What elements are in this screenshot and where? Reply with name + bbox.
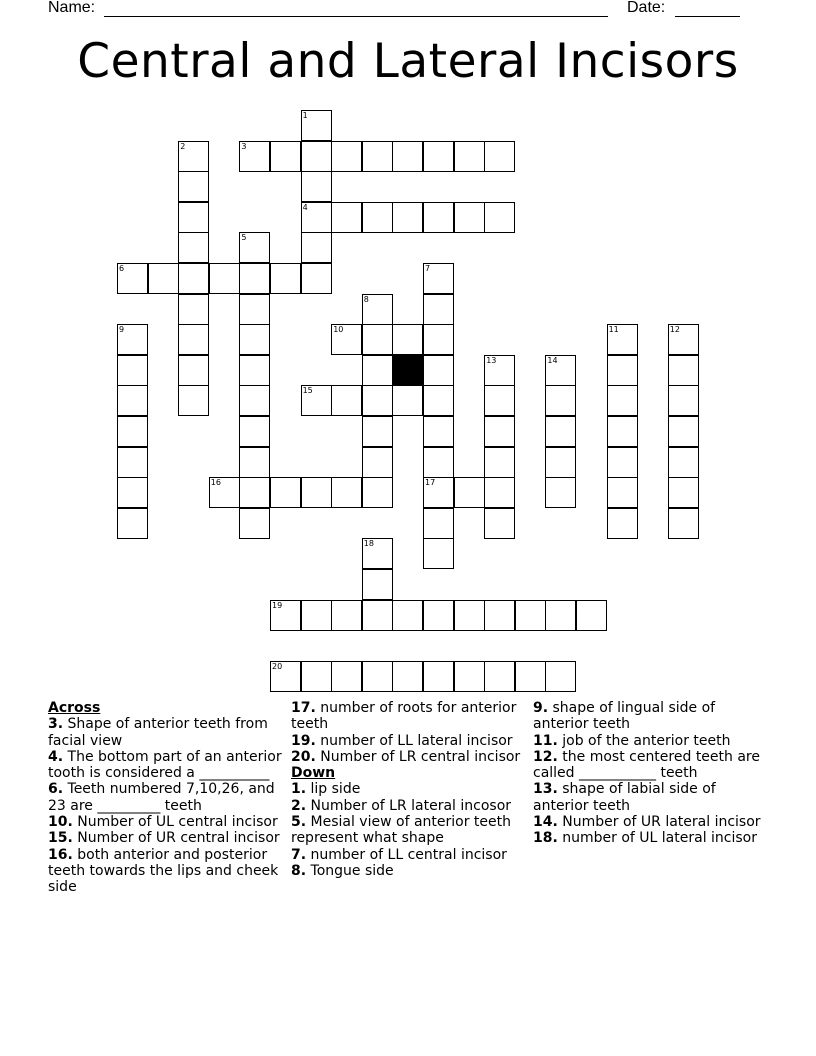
clue-number-label: 15 [302,386,313,396]
down-heading: Down [291,765,336,782]
grid-cell[interactable] [607,324,638,355]
grid-cell[interactable] [362,600,393,631]
clue-number-label: 7 [425,264,431,273]
clue-column-1 [48,700,286,896]
grid-cell[interactable] [362,385,393,416]
grid-cell[interactable] [117,263,148,294]
grid-cell[interactable] [484,202,515,233]
grid-cell[interactable] [607,477,638,508]
clue-number: 3. [48,716,64,733]
grid-cell[interactable] [423,263,454,294]
grid-cell[interactable] [239,416,270,447]
grid-cell[interactable] [423,385,454,416]
grid-cell[interactable] [576,600,607,631]
clue-number: 15. [48,830,73,847]
clue-number-label: 6 [119,264,125,273]
clue-text: both anterior and posterior teeth towards the lips and cheek side [48,846,279,896]
grid-cell[interactable] [178,324,209,355]
page-title: Central and Lateral Incisors [77,34,739,89]
grid-cell[interactable] [270,600,301,631]
clue-down-18 [533,830,773,846]
grid-cell[interactable] [484,416,515,447]
grid-cell[interactable] [515,661,546,692]
clue-number: 17. [291,700,316,716]
grid-cell[interactable] [178,263,209,294]
grid-cell[interactable] [117,508,148,539]
grid-cell[interactable] [239,324,270,355]
clue-number-label: 12 [669,325,680,335]
clue-number-label: 2 [180,141,186,151]
grid-cell[interactable] [454,141,485,172]
grid-cell[interactable] [484,355,515,386]
clue-number: 16. [48,846,73,863]
grid-cell[interactable] [270,477,301,508]
clue-text: Number of LR central incisor [320,748,521,765]
grid-cell[interactable] [239,294,270,325]
grid-cell[interactable] [331,661,362,692]
grid-cell[interactable] [484,600,515,631]
grid-cell[interactable] [668,324,699,355]
grid-cell[interactable] [331,385,362,416]
grid-cell[interactable] [331,141,362,172]
grid-cell[interactable] [362,355,393,386]
grid-cell[interactable] [454,661,485,692]
grid-cell[interactable] [454,202,485,233]
clue-across-15 [48,830,286,846]
grid-cell[interactable] [209,477,240,508]
grid-cell[interactable] [301,263,332,294]
grid-cell[interactable] [239,385,270,416]
clue-column-3 [533,700,773,847]
grid-cell[interactable] [178,232,209,263]
clue-down-2 [291,798,526,814]
grid-cell[interactable] [423,416,454,447]
clue-number: 12. [533,748,558,765]
grid-cell[interactable] [454,600,485,631]
grid-cell[interactable] [331,202,362,233]
grid-cell[interactable] [270,263,301,294]
grid-cell[interactable] [423,294,454,325]
clue-number-label: 19 [272,600,283,610]
clue-text: number of LL central incisor [310,846,507,863]
clue-text: shape of lingual side of anterior teeth [533,700,716,733]
clue-number-label: 14 [547,355,558,365]
clue-number: 6. [48,781,64,798]
grid-cell[interactable] [454,477,485,508]
grid-cell[interactable] [607,447,638,478]
grid-cell[interactable] [239,447,270,478]
grid-cell[interactable] [362,661,393,692]
grid-cell[interactable] [545,477,576,508]
clue-number-label: 13 [486,355,497,365]
grid-cell[interactable] [423,447,454,478]
grid-cell[interactable] [331,324,362,355]
clue-text: Number of LR lateral incosor [310,797,512,814]
grid-cell[interactable] [331,477,362,508]
grid-cell[interactable] [331,600,362,631]
grid-cell[interactable] [545,385,576,416]
clue-text: Teeth numbered 7,10,26, and 23 are _________ teeth [48,781,275,814]
grid-cell[interactable] [270,141,301,172]
clue-down-14 [533,814,773,830]
grid-cell[interactable] [484,508,515,539]
clue-number: 11. [533,732,558,749]
grid-cell[interactable] [301,661,332,692]
grid-cell[interactable] [362,202,393,233]
grid-cell[interactable] [607,416,638,447]
clue-down-9 [533,700,773,733]
clue-text: number of LL lateral incisor [320,732,513,749]
clue-number: 7. [291,846,307,863]
clue-number: 5. [291,814,307,831]
grid-cell[interactable] [545,355,576,386]
clue-across-20 [291,749,526,765]
grid-cell[interactable] [301,385,332,416]
clue-text: Tongue side [310,862,394,879]
clue-number-label: 5 [241,233,247,243]
clue-number-label: 20 [272,661,283,671]
grid-cell[interactable] [362,477,393,508]
clue-number-label: 17 [425,478,436,488]
black-square [392,355,423,386]
clue-text: Number of UL central incisor [77,814,278,831]
clue-down-7 [291,847,526,863]
grid-cell[interactable] [301,141,332,172]
grid-cell[interactable] [239,508,270,539]
grid-cell[interactable] [423,324,454,355]
across-heading: Across [48,700,101,716]
grid-cell[interactable] [423,600,454,631]
grid-cell[interactable] [545,447,576,478]
clue-number-label: 10 [333,325,344,335]
clue-number-label: 8 [363,294,369,304]
clue-number-label: 1 [302,111,308,120]
clue-down-13 [533,781,773,814]
clue-across-3 [48,716,286,749]
clue-text: shape of labial side of anterior teeth [533,781,716,814]
clue-across-4 [48,749,286,782]
grid-cell[interactable] [484,385,515,416]
grid-cell[interactable] [545,600,576,631]
clue-text: number of roots for anterior teeth [291,700,517,733]
grid-cell[interactable] [362,447,393,478]
grid-cell[interactable] [239,355,270,386]
grid-cell[interactable] [239,232,270,263]
grid-cell[interactable] [362,416,393,447]
grid-cell[interactable] [484,447,515,478]
clue-number: 2. [291,797,307,814]
clue-text: number of UL lateral incisor [562,830,758,847]
grid-cell[interactable] [668,355,699,386]
grid-cell[interactable] [392,385,423,416]
grid-cell[interactable] [423,355,454,386]
grid-cell[interactable] [117,416,148,447]
clue-number-label: 18 [363,539,374,549]
grid-cell[interactable] [668,447,699,478]
clue-text: the most centered teeth are called ___________ teeth [533,748,760,782]
grid-cell[interactable] [362,538,393,569]
grid-cell[interactable] [239,141,270,172]
grid-cell[interactable] [362,569,393,600]
grid-cell[interactable] [270,661,301,692]
clue-number: 19. [291,732,316,749]
clue-text: Number of UR lateral incisor [562,814,761,831]
clue-text: lip side [310,781,361,798]
grid-cell[interactable] [392,661,423,692]
grid-cell[interactable] [301,202,332,233]
grid-cell[interactable] [392,202,423,233]
clue-number: 4. [48,748,64,765]
grid-cell[interactable] [423,508,454,539]
grid-cell[interactable] [423,661,454,692]
clue-across-6 [48,781,286,814]
grid-cell[interactable] [178,141,209,172]
clue-text: Number of UR central incisor [77,830,280,847]
clue-across-16 [48,847,286,896]
clue-number: 9. [533,700,549,716]
clue-text: Mesial view of anterior teeth represent what shape [291,814,511,847]
clue-number: 10. [48,814,73,831]
grid-cell[interactable] [117,355,148,386]
grid-cell[interactable] [301,171,332,202]
grid-cell[interactable] [117,385,148,416]
clue-text: Shape of anterior teeth from facial view [48,716,268,749]
grid-cell[interactable] [545,416,576,447]
grid-cell[interactable] [484,141,515,172]
clue-number: 13. [533,781,558,798]
clue-down-11 [533,733,773,749]
clue-number-label: 4 [302,202,308,212]
grid-cell[interactable] [362,324,393,355]
grid-cell[interactable] [178,294,209,325]
grid-cell[interactable] [117,324,148,355]
grid-cell[interactable] [545,661,576,692]
grid-cell[interactable] [362,294,393,325]
clue-down-1 [291,781,526,797]
grid-cell[interactable] [423,202,454,233]
clue-number: 8. [291,862,307,879]
grid-cell[interactable] [668,385,699,416]
grid-cell[interactable] [668,508,699,539]
grid-cell[interactable] [423,141,454,172]
clue-across-10 [48,814,286,830]
grid-cell[interactable] [178,355,209,386]
grid-cell[interactable] [117,447,148,478]
grid-cell[interactable] [178,202,209,233]
grid-cell[interactable] [301,110,332,141]
grid-cell[interactable] [484,477,515,508]
clue-column-2 [291,700,526,879]
grid-cell[interactable] [668,416,699,447]
clue-number: 14. [533,814,558,831]
grid-cell[interactable] [301,232,332,263]
grid-cell[interactable] [607,508,638,539]
clue-number-label: 9 [119,325,125,335]
grid-cell[interactable] [148,263,179,294]
grid-cell[interactable] [178,171,209,202]
grid-cell[interactable] [392,324,423,355]
grid-cell[interactable] [301,600,332,631]
grid-cell[interactable] [362,141,393,172]
grid-cell[interactable] [423,477,454,508]
grid-cell[interactable] [668,477,699,508]
grid-cell[interactable] [178,385,209,416]
clue-down-8 [291,863,526,879]
grid-cell[interactable] [209,263,240,294]
clue-across-17 [291,700,526,733]
grid-cell[interactable] [607,385,638,416]
grid-cell[interactable] [515,600,546,631]
clue-down-12 [533,749,773,782]
grid-cell[interactable] [423,538,454,569]
clue-down-5 [291,814,526,847]
grid-cell[interactable] [607,355,638,386]
clue-across-19 [291,733,526,749]
clue-text: job of the anterior teeth [562,732,731,749]
grid-cell[interactable] [117,477,148,508]
grid-cell[interactable] [301,477,332,508]
name-label: Name: [48,0,96,16]
clue-number: 1. [291,781,307,798]
grid-cell[interactable] [484,661,515,692]
grid-cell[interactable] [392,600,423,631]
grid-cell[interactable] [239,263,270,294]
clue-text: The bottom part of an anterior tooth is considered a __________ [48,748,282,782]
clue-number-label: 11 [608,325,619,335]
clue-number: 20. [291,748,316,765]
clue-number-label: 16 [210,478,221,488]
clue-number-label: 3 [241,141,247,151]
clue-number: 18. [533,830,558,847]
grid-cell[interactable] [239,477,270,508]
grid-cell[interactable] [392,141,423,172]
date-label: Date: [627,0,666,16]
